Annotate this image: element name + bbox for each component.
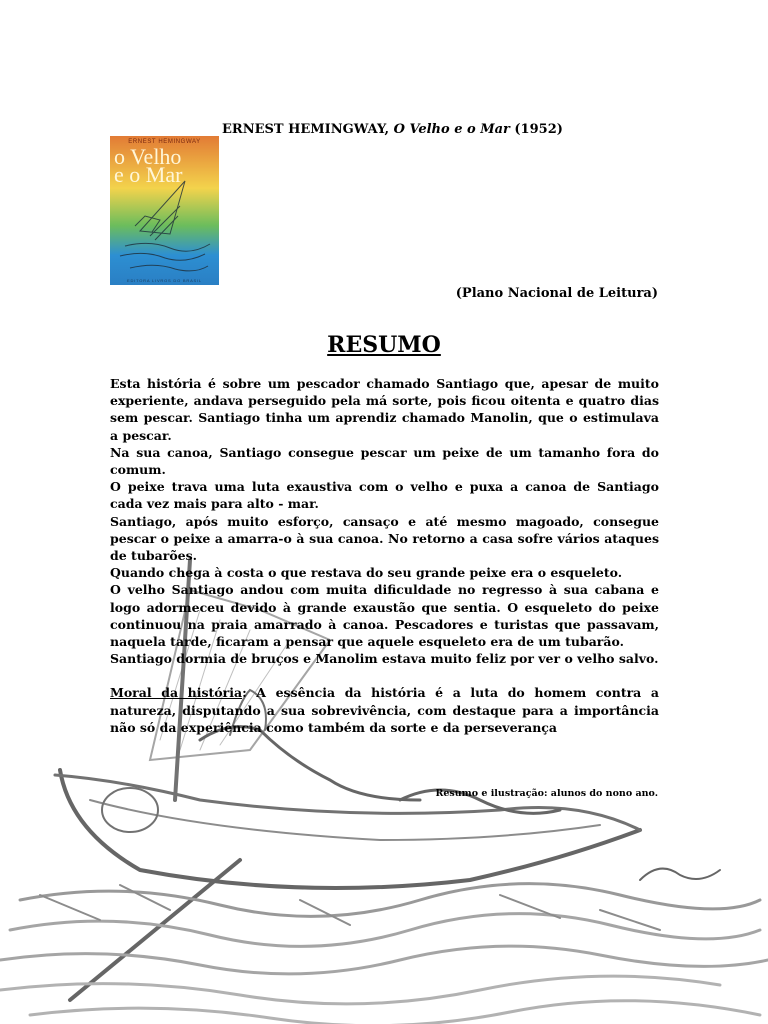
summary-paragraph: O velho Santiago andou com muita dificuldade no regresso à sua cabana e logo adormeceu devido à grande exaustão que sentia. O esqueleto do peixe continuou na praia amarrado à canoa. Pescadores e turistas que passavam, naquela tarde, ficaram a pensar que aquele esqueleto era de um tubarão. [110,582,659,650]
book-heading [222,122,563,137]
summary-paragraph: Santiago, após muito esforço, cansaço e até mesmo magoado, consegue pescar o peixe a amarra-o à sua canoa. No retorno a casa sofre vários ataques de tubarões. [110,513,659,564]
moral-text: : A essência da história é a luta do homem contra a natureza, disputando a sua sobrevivência, com destaque para a importância não só da experiência como também da sorte e da perseverança [110,685,659,735]
credit-line: Resumo e ilustração: alunos do nono ano. [435,788,658,799]
summary-paragraph: Santiago dormia de bruços e Manolim estava muito feliz por ver o velho salvo. [110,651,659,667]
reading-plan-note: (Plano Nacional de Leitura) [455,286,658,301]
summary-paragraph: Quando chega à costa o que restava do seu grande peixe era o esqueleto. [110,565,623,581]
summary-paragraph: O peixe trava uma luta exaustiva com o velho e puxa a canoa de Santiago cada vez mais para alto - mar. [110,479,659,512]
heading-year: (1952) [514,122,563,137]
summary-paragraph: Na sua canoa, Santiago consegue pescar um peixe de um tamanho fora do comum. [110,444,659,478]
cover-title-line2: e o Mar [114,162,183,187]
summary-paragraph: Esta história é sobre um pescador chamado Santiago que, apesar de muito experiente, andava perseguido pela má sorte, pois ficou oitenta e quatro dias sem pescar. Santiago tinha um aprendiz chamado Manolin, que o estimulava a pescar. [110,376,659,443]
book-cover [110,136,219,285]
cover-author: ERNEST HEMINGWAY [128,139,201,145]
cover-publisher: EDITORA LIVROS DO BRASIL [127,278,202,283]
cover-title [114,144,219,187]
heading-title: O Velho e o Mar [393,122,510,137]
moral-paragraph [110,684,659,736]
moral-label: Moral da história [110,685,243,701]
cover-title-line1: o Velho [114,144,182,169]
heading-author: ERNEST HEMINGWAY, [222,122,390,137]
summary-text [110,375,659,736]
section-title: RESUMO [327,332,441,358]
